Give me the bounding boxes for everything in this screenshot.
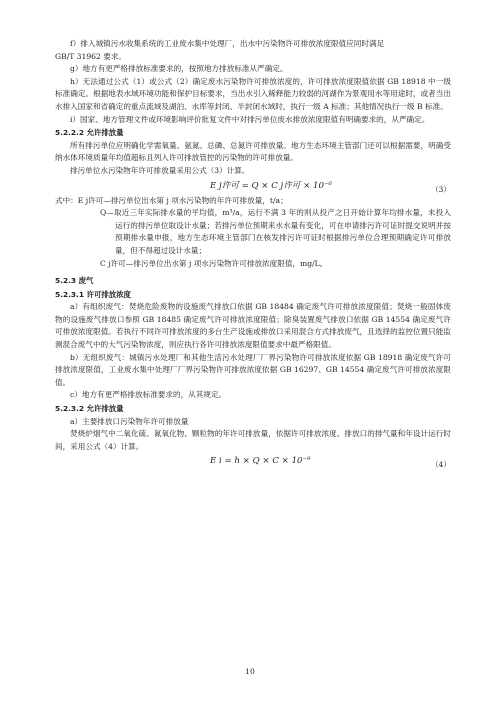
paragraph-i: i）国家、地方管理文件或环境影响评价批复文件中对排污单位废水排放浓度限值有明确要求的，从严确定。 bbox=[70, 114, 430, 124]
paragraph-a-main-outlet-detail: 焚烧炉烟气中二氧化硫、氮氧化物、颗粒物的年许可排放量，依据许可排放浓度、排放口的排气量和年设计运行时间，采用公式（4）计算。 bbox=[55, 429, 451, 451]
definition-Q-text: —取近三年实际排水量的平均值，m³/a，运行不满 3 年的则从投产之日开始计算年均排水量，未投入运行的排污单位取设计水量；若排污单位预期来水水量有变化，可在申请排污许可证时提交说明并按预期排水量申报，地方生态环境主管部门在核发排污许可证时根据排污单位合理预期确定许可排放量，但不得超过设计水量； bbox=[106, 208, 451, 255]
definition-Q bbox=[55, 207, 451, 257]
equation-4-formula: E i = h × Q × C × 10⁻⁹ bbox=[210, 456, 311, 467]
definition-C-symbol: C j许可 bbox=[100, 258, 126, 268]
paragraph-allow-2: 排污单位水污染物年许可排放量采用公式（3）计算。 bbox=[70, 165, 250, 175]
equation-3-number: （3） bbox=[430, 184, 451, 194]
paragraph-a-organized: a）有组织废气：焚烧危险废物的设施废气排放口依据 GB 18484 确定废气许可排放浓度限值；焚烧一般固体废物的设施废气排放口参照 GB 18485 确定废气许可排放浓度限值；除臭装置废气排放口依据 GB 14554 确定废气许可排放浓度限值。若执行不同许可排放浓度的多台生产设施或排放口采用混合方式排放废气，且选择的监控位置只能监测混合废气中的大气污染物浓度，则应执行各许可排放浓度限值要求中最严格限值。 bbox=[55, 302, 451, 350]
definition-lead: 式中： bbox=[55, 195, 78, 205]
definition-E-symbol: E j许可 bbox=[77, 195, 104, 205]
paragraph-allow-1: 所有排污单位应明确化学需氧量、氨氮、总磷、总氮许可排放量。地方生态环境主管部门还可以根据需要，明确受纳水体环境质量年均值超标且列入许可排放管控的污染物的许可排放量。 bbox=[55, 140, 451, 163]
equation-4 bbox=[55, 454, 451, 470]
definition-C bbox=[55, 258, 451, 271]
heading-5-2-3: 5.2.3 废气 bbox=[55, 276, 94, 286]
paragraph-g: g）地方有更严格排放标准要求的，按照地方排放标准从严确定。 bbox=[70, 64, 288, 74]
paragraph-c-local: c）地方有更严格排放标准要求的，从其规定。 bbox=[70, 390, 227, 400]
paragraph-a-main-outlet: a）主要排放口污染物年许可排放量 bbox=[70, 416, 189, 426]
definition-E bbox=[55, 195, 451, 208]
heading-5-2-3-2: 5.2.3.2 允许排放量 bbox=[55, 404, 124, 414]
document-body bbox=[55, 38, 451, 470]
equation-3 bbox=[55, 179, 451, 195]
page-number: 10 bbox=[245, 667, 255, 676]
heading-5-2-2-2: 5.2.2.2 允许排放量 bbox=[55, 128, 124, 138]
definition-Q-symbol: Q bbox=[100, 208, 107, 218]
equation-4-number: （4） bbox=[430, 460, 451, 470]
heading-5-2-3-1: 5.2.3.1 许可排放浓度 bbox=[55, 289, 131, 299]
paragraph-f-cont: GB/T 31962 要求。 bbox=[55, 51, 127, 61]
paragraph-b-unorganized: b）无组织废气：城镇污水处理厂和其他生活污水处理厂厂界污染物许可排放浓度依据 GB 18918 确定废气许可排放浓度限值，工业废水集中处理厂厂界污染物许可排放浓度依据 GB 16297、GB 14554 确定废气许可排放浓度限值。 bbox=[55, 352, 451, 387]
definition-C-text: —排污单位出水第 j 项水污染物许可排放浓度限值，mg/L。 bbox=[125, 258, 328, 268]
paragraph-h: h）无法通过公式（1）或公式（2）确定废水污染物许可排放浓度的，许可排放浓度限值依据 GB 18918 中一级标准确定。根据地表水域环境功能和保护目标要求，当出水引入稀释能力较弱的河湖作为景观用水等用途时，或者当出水排入国家和省确定的重点流域及湖泊、水库等封闭、半封闭水域时，执行一级 A 标准；其他情况执行一级 B 标准。 bbox=[55, 76, 451, 111]
paragraph-f: f）排入城镇污水收集系统的工业废水集中处理厂，出水中污染物许可排放浓度限值应同时满足 bbox=[70, 39, 385, 48]
equation-3-formula: E j许可 = Q × C j许可 × 10⁻⁶ bbox=[210, 180, 332, 191]
definition-E-text: —排污单位出水第 j 项水污染物的年许可排放量，t/a； bbox=[103, 195, 288, 205]
